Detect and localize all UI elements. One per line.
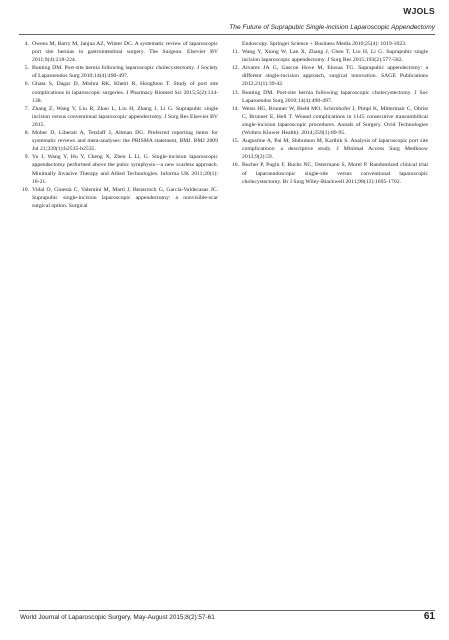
running-title: The Future of Suprapubic Single-incision Laparoscopic Appendectomy (229, 24, 435, 31)
reference-list-right (230, 40, 428, 186)
reference-text: Augustine A, Pai M, Shibumon M, Karthik S. Analysis of laparoscopic port site complications: a descriptive study. J Minimal Access Surg Medknow 2013;9(2):59. (242, 138, 428, 161)
reference-text: Bunting DM. Port-site hernia following laparoscopic cholecystectomy. J Soc Laparoendos Surg 2010;14(4):490-497. (242, 89, 428, 104)
reference-item (20, 40, 218, 64)
reference-item (20, 80, 218, 104)
footer-rule (19, 610, 435, 611)
reference-item (230, 137, 428, 161)
reference-item (230, 89, 428, 105)
reference-text: Bunting DM. Port-site hernia following laparoscopic cholecystectomy. J Society of Laparoendos Surg 2010;14(4):490-497. (32, 65, 218, 80)
reference-text: Weiss HG, Brunner W, Biebl MO, Schirnhofer J, Pimpl K, Mittermair C, Obrist C, Brunner E, Hell T. Wound complications in 1145 consecutive transumbilical single-incision laparoscopic procedures. Annals of Surgery. Ovid Technologies (Wolters Kluwer Health). 2014;259(1):89-95. (242, 105, 428, 137)
reference-text: Moher D, Liberati A, Tetzlaff J, Altman DG. Preferred reporting items for systematic reviews and meta-analyses: the PRISMA statement, BMJ. BMJ 2009 Jul 21;339(1):b2535-b2535. (32, 130, 218, 153)
reference-item (230, 105, 428, 137)
header-rule (19, 34, 435, 35)
reference-number: 11. (232, 49, 239, 56)
reference-number: 4. (24, 41, 29, 47)
reference-number: 15. (231, 138, 239, 145)
reference-text: Wang Y, Xiong W, Lan X, Zhang J, Chen T, Liu H, Li G. Suprapubic single incision laparoscopic appendectomy. J Surg Res 2015;193(2):577-582. (242, 49, 428, 64)
reference-item (20, 64, 218, 80)
reference-number: 10. (21, 186, 29, 193)
reference-number: 8. (24, 130, 29, 137)
reference-text: Vidal O, Ginestà C, Valentini M, Martí J, Benarroch G, García-Valdecasas JC. Suprapubic single-incision laparoscopic appendectomy: a nonvisible-scar surgical option. Surgical (32, 186, 218, 209)
reference-text: Ghata S, Dagar D, Mishra RK, Khetri R, Houghton T. Study of port site complications in laparoscopic surgeries. J Pharmacy Biomed Sci 2015;5(2):134-138. (32, 81, 218, 104)
reference-text: Owens M, Barry M, Janjua AZ, Winter DC. A systematic review of laparoscopic port site hernias in gastrointestinal surgery. The Surgeon. Elsevier BV 2011;9(4):218-224. (32, 41, 218, 64)
reference-text: Endoscopy. Springer Science + Business Media 2010;25(4): 1019-1023. (242, 41, 407, 47)
reference-number: 6. (24, 81, 29, 88)
reference-item (20, 153, 218, 185)
reference-item (20, 105, 218, 129)
reference-item (230, 40, 428, 48)
reference-text: Yu J, Wang Y, Hu Y, Cheng X, Zhen L Li, G. Single-incision laparoscopic appendectomy performed above the pubic symphysis—a new scarless approach. Minimally Invasive Therapy and Allied Technologies. Informa UK 2011;20(1): 18-21. (32, 154, 218, 185)
reference-number: 13. (231, 89, 239, 96)
reference-text: Alvarez JA G, Gascon Hove M, Elosua TG. Suprapubic appendectomy: a different single-incision approach, surgical innovation. SAGE Publications 2012;21(1):39-42. (242, 65, 428, 88)
reference-text: Bucher P, Pugin F, Buchs NC, Ostermann S, Morel P. Randomized clinical trial of laparoendoscopic single-site versus conventional laparoscopic cholecystectomy. Br J Surg Wiley-Blackwell 2011;98(12):1695-1702. (242, 162, 428, 185)
reference-item (230, 48, 428, 64)
journal-tag: WJOLS (403, 6, 435, 16)
reference-number: 5. (24, 65, 29, 72)
reference-number: 14. (231, 105, 239, 112)
reference-text: Zhang Z, Wang Y, Liu R, Zhao L, Liu H, Zhang J, Li G. Suprapubic single incision versus conventional laparoscopic appendectomy. J Surg Res Elsevier BV 2015. (32, 105, 218, 128)
reference-number: 9. (24, 154, 29, 161)
reference-number: 7. (24, 105, 29, 112)
reference-number: 16. (231, 162, 239, 169)
page-number: 61 (423, 611, 435, 622)
footer-journal-citation: World Journal of Laparoscopic Surgery, May-August 2015;8(2):57-61 (20, 614, 215, 621)
reference-item (230, 64, 428, 88)
reference-item (20, 186, 218, 210)
reference-item (230, 161, 428, 185)
reference-item (20, 129, 218, 153)
reference-number: 12. (231, 65, 239, 72)
reference-list-left (20, 40, 218, 210)
